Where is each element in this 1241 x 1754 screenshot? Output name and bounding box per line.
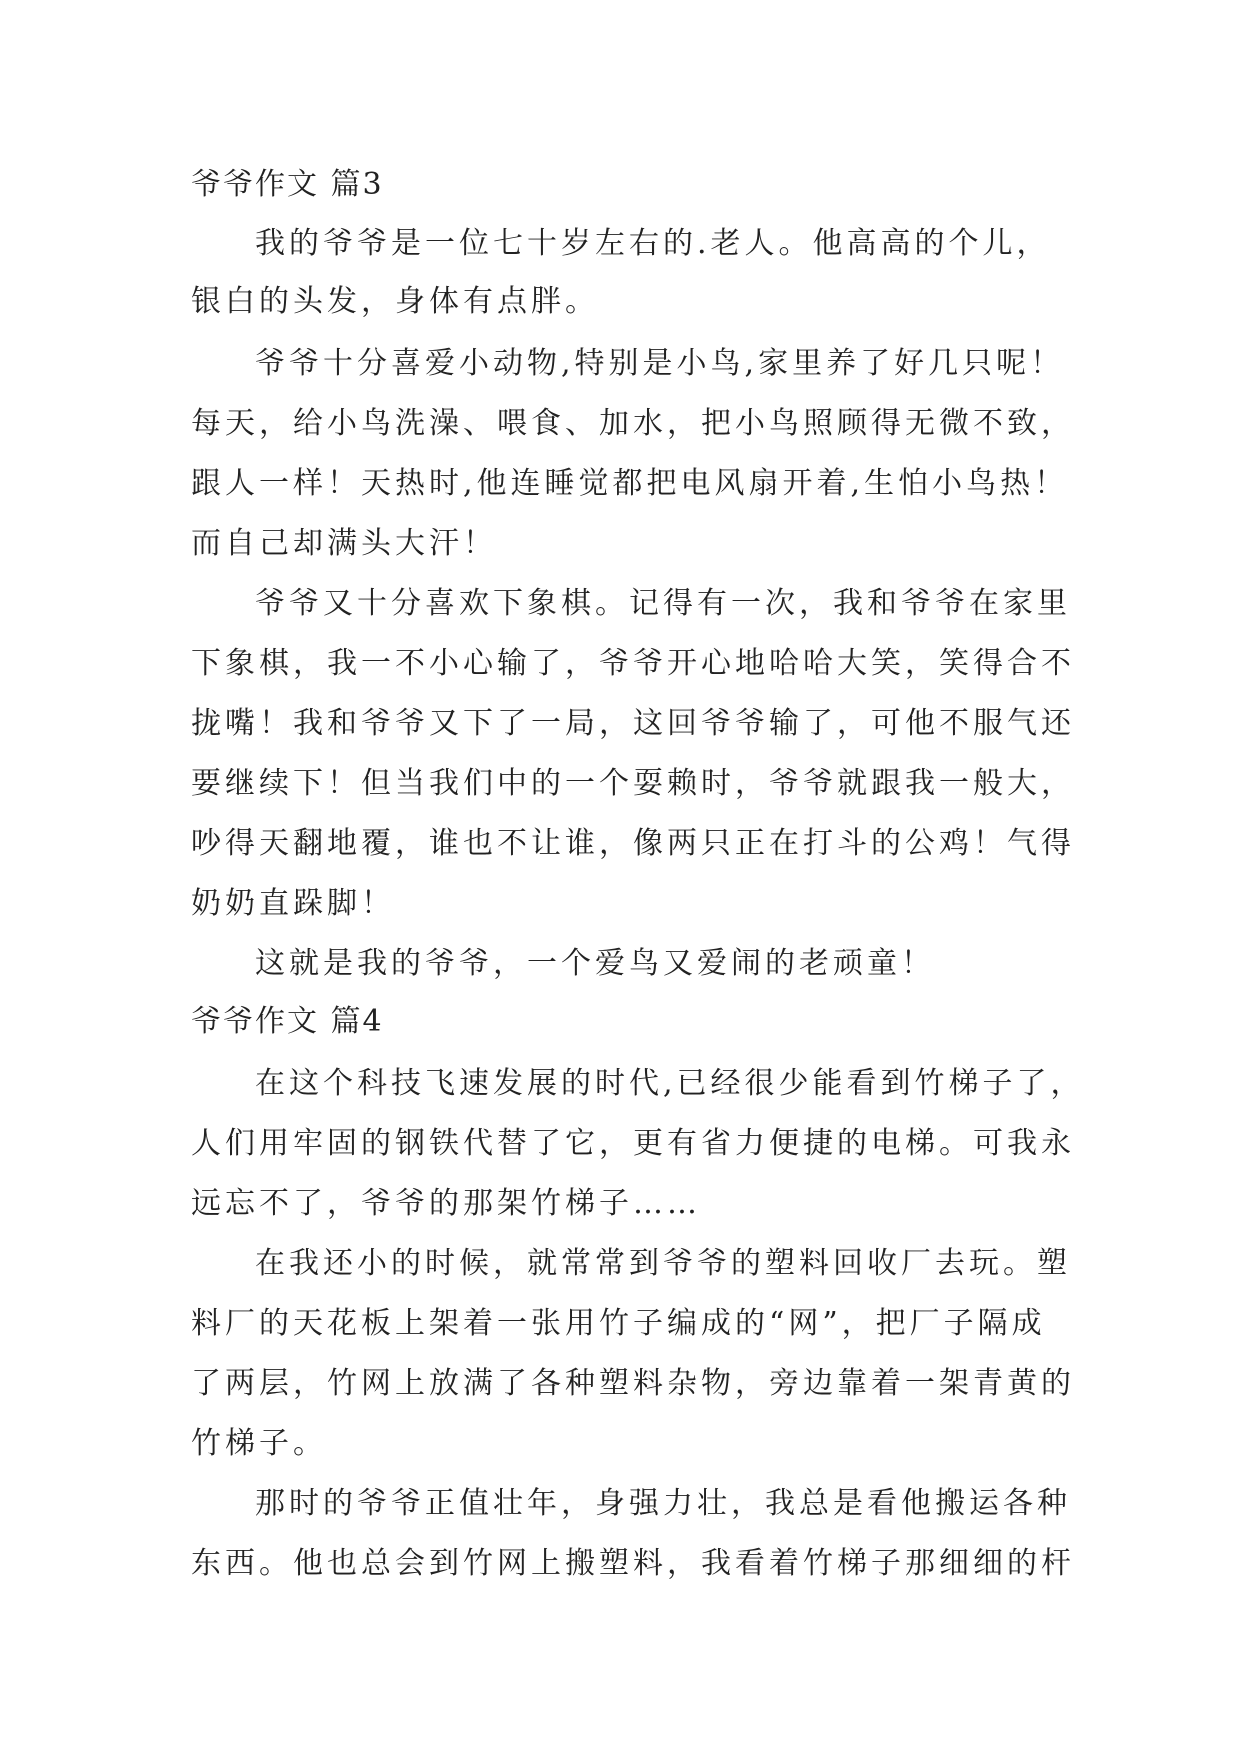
text-line: 吵得天翻地覆，谁也不让谁，像两只正在打斗的公鸡！气得 xyxy=(191,826,1075,861)
section-heading-4: 爷爷作文 篇4 xyxy=(191,1004,384,1039)
text-line: 我的爷爷是一位七十岁左右的.老人。他高高的个儿， xyxy=(255,226,1051,261)
text-line: 竹梯子。 xyxy=(191,1426,327,1461)
text-line: 在我还小的时候，就常常到爷爷的塑料回收厂去玩。塑 xyxy=(255,1246,1071,1281)
text-line: 这就是我的爷爷，一个爱鸟又爱闹的老顽童！ xyxy=(255,946,935,981)
text-line: 东西。他也总会到竹网上搬塑料，我看着竹梯子那细细的杆 xyxy=(191,1546,1075,1581)
section-heading-3: 爷爷作文 篇3 xyxy=(191,167,384,202)
text-line: 下象棋，我一不小心输了，爷爷开心地哈哈大笑，笑得合不 xyxy=(191,646,1075,681)
text-line: 在这个科技飞速发展的时代,已经很少能看到竹梯子了， xyxy=(255,1066,1085,1101)
text-line: 跟人一样！天热时,他连睡觉都把电风扇开着,生怕小鸟热！ xyxy=(191,466,1069,501)
text-line: 每天，给小鸟洗澡、喂食、加水，把小鸟照顾得无微不致， xyxy=(191,406,1075,441)
text-line: 而自己却满头大汗！ xyxy=(191,526,497,561)
text-line: 了两层，竹网上放满了各种塑料杂物，旁边靠着一架青黄的 xyxy=(191,1366,1075,1401)
text-line: 人们用牢固的钢铁代替了它，更有省力便捷的电梯。可我永 xyxy=(191,1126,1075,1161)
text-line: 奶奶直跺脚！ xyxy=(191,886,395,921)
text-line: 银白的头发，身体有点胖。 xyxy=(191,284,599,319)
text-line: 爷爷十分喜爱小动物,特别是小鸟,家里养了好几只呢！ xyxy=(255,346,1065,381)
text-line: 要继续下！但当我们中的一个耍赖时，爷爷就跟我一般大， xyxy=(191,766,1075,801)
text-line: 料厂的天花板上架着一张用竹子编成的“网”，把厂子隔成 xyxy=(191,1306,1046,1341)
text-line: 远忘不了，爷爷的那架竹梯子…… xyxy=(191,1186,701,1221)
text-line: 拢嘴！我和爷爷又下了一局，这回爷爷输了，可他不服气还 xyxy=(191,706,1075,741)
text-line: 那时的爷爷正值壮年，身强力壮，我总是看他搬运各种 xyxy=(255,1486,1071,1521)
text-line: 爷爷又十分喜欢下象棋。记得有一次，我和爷爷在家里 xyxy=(255,586,1071,621)
